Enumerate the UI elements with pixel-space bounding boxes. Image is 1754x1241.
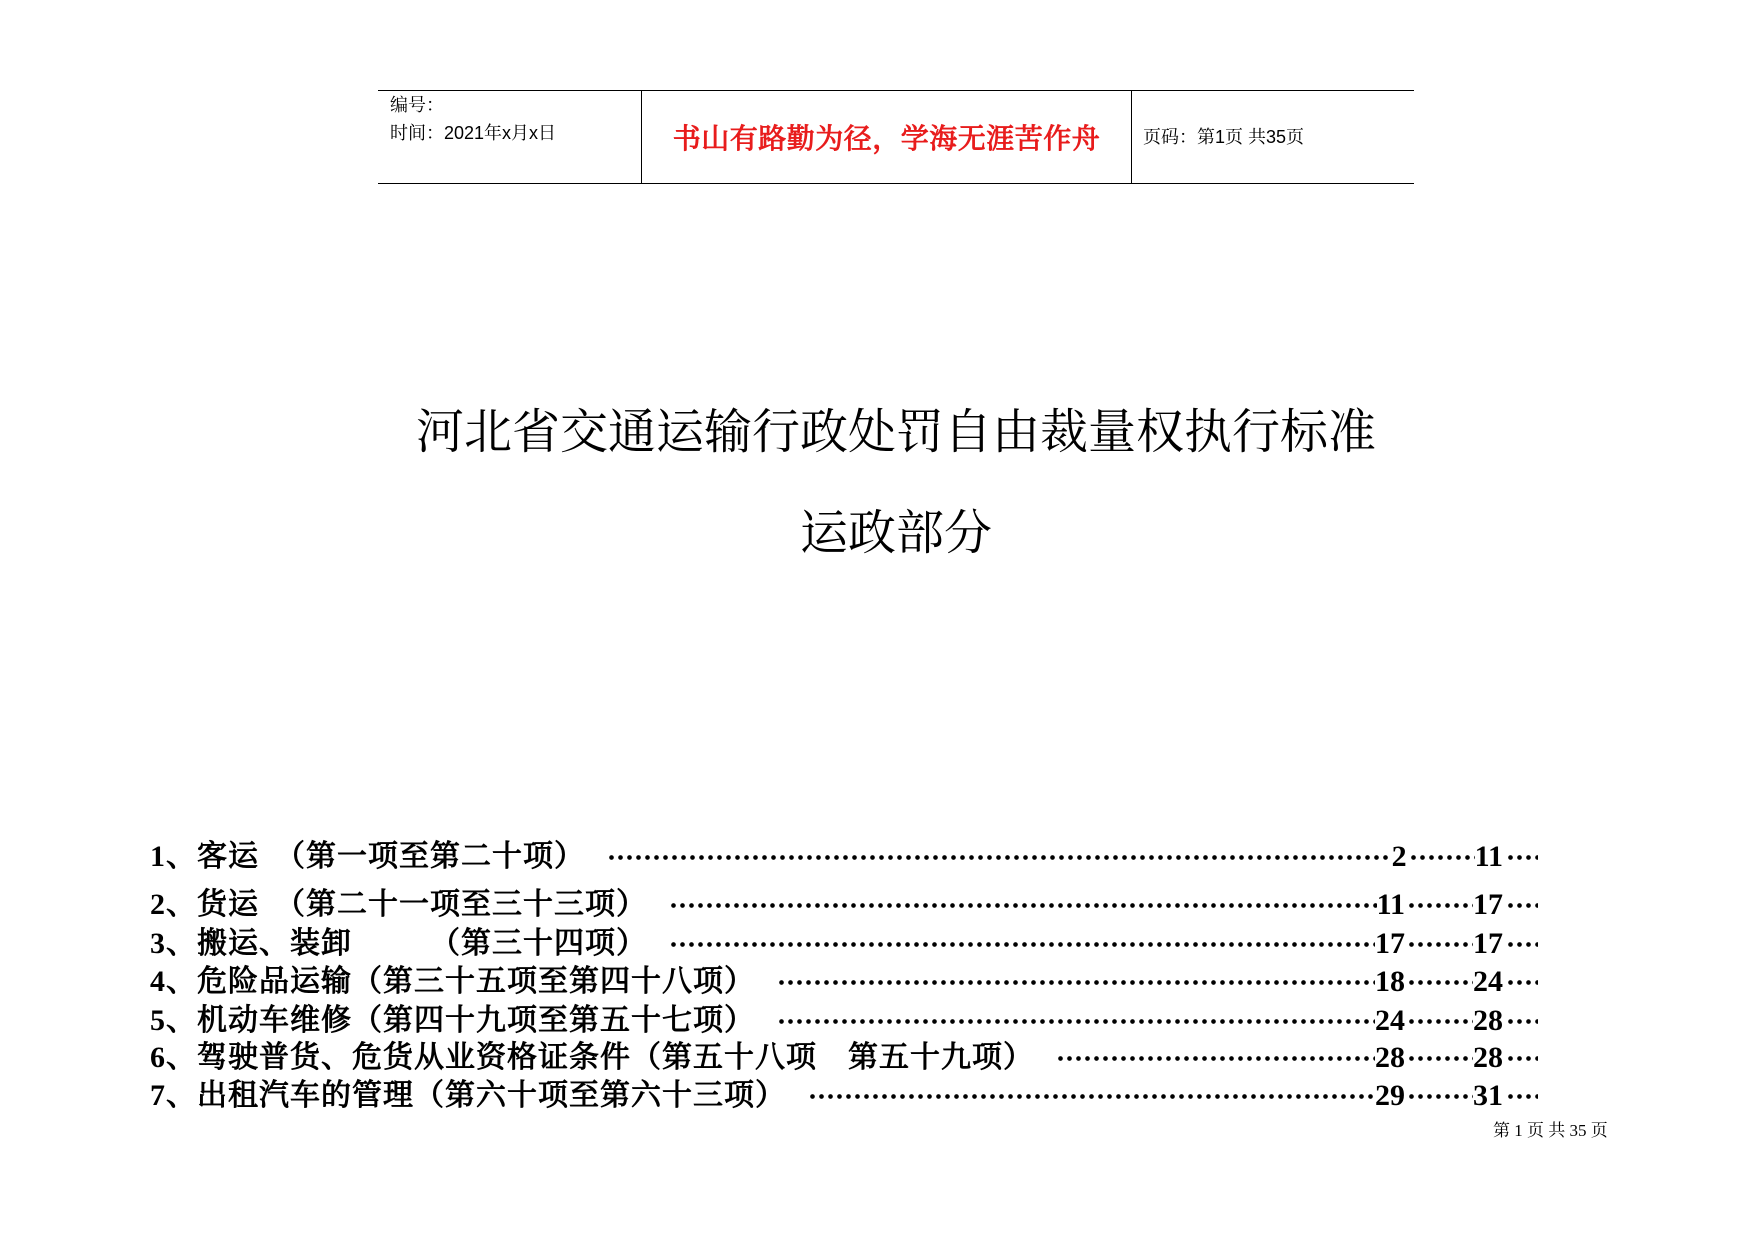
toc-range-dots [1409, 839, 1475, 875]
toc-label: 4、危险品运输（第三十五项至第四十八项） [150, 965, 755, 998]
toc-leader [669, 887, 1377, 923]
toc-item-1 [150, 839, 1538, 875]
toc-leader [777, 964, 1375, 1000]
toc-end-page: 24 [1473, 965, 1503, 998]
header-cell-right [1132, 91, 1414, 183]
toc-item-2 [150, 887, 1538, 923]
toc-end-page: 28 [1473, 1004, 1503, 1037]
toc-label: 3、搬运、装卸 （第三十四项） [150, 927, 647, 960]
toc-start-page: 11 [1376, 888, 1405, 921]
toc-trailing-dots [1506, 1040, 1538, 1076]
toc-start-page: 29 [1375, 1079, 1405, 1112]
toc-item-3 [150, 926, 1538, 962]
toc-end-page: 17 [1473, 888, 1503, 921]
toc-leader [777, 1003, 1375, 1039]
toc-trailing-dots [1506, 926, 1538, 962]
toc-end-page: 17 [1473, 927, 1503, 960]
toc-item-4 [150, 964, 1538, 1000]
page-footer: 第 1 页 共 35 页 [1493, 1121, 1608, 1140]
serial-label: 编号： [390, 95, 444, 115]
document-title: 河北省交通运输行政处罚自由裁量权执行标准 [415, 406, 1376, 459]
toc-end-page: 11 [1474, 840, 1503, 873]
toc-range-dots [1407, 926, 1473, 962]
toc-range-dots [1407, 1078, 1473, 1114]
toc-trailing-dots [1506, 887, 1538, 923]
toc-item-5 [150, 1003, 1538, 1039]
toc-leader [808, 1078, 1375, 1114]
toc-trailing-dots [1506, 839, 1538, 875]
toc-range-dots [1407, 887, 1473, 923]
toc-range-dots [1407, 1003, 1473, 1039]
header-table [378, 90, 1414, 184]
toc-end-page: 28 [1473, 1041, 1503, 1074]
toc-label: 2、货运 （第二十一项至三十三项） [150, 888, 647, 921]
toc-label: 7、出租汽车的管理（第六十项至第六十三项） [150, 1079, 786, 1112]
toc-start-page: 24 [1375, 1004, 1405, 1037]
toc-label: 5、机动车维修（第四十九项至第五十七项） [150, 1004, 755, 1037]
toc-item-7 [150, 1078, 1538, 1114]
header-cell-middle [642, 91, 1132, 183]
toc-trailing-dots [1506, 1078, 1538, 1114]
toc-end-page: 31 [1473, 1079, 1503, 1112]
toc-trailing-dots [1506, 964, 1538, 1000]
toc-item-6 [150, 1040, 1538, 1076]
toc-leader [669, 926, 1375, 962]
toc-label: 1、客运 （第一项至第二十项） [150, 840, 585, 873]
toc-leader [607, 839, 1392, 875]
toc-start-page: 28 [1375, 1041, 1405, 1074]
toc-range-dots [1407, 964, 1473, 1000]
toc-label: 6、驾驶普货、危货从业资格证条件（第五十八项 第五十九项） [150, 1041, 1034, 1074]
motto: 书山有路勤为径，学海无涯苦作舟 [672, 124, 1101, 155]
toc-leader [1056, 1040, 1375, 1076]
toc-start-page: 2 [1391, 840, 1407, 873]
toc-trailing-dots [1506, 1003, 1538, 1039]
toc-start-page: 18 [1375, 965, 1405, 998]
toc-start-page: 17 [1375, 927, 1405, 960]
header-cell-left [378, 91, 642, 183]
toc-range-dots [1407, 1040, 1473, 1076]
date-label: 时间：2021年x月x日 [390, 123, 557, 143]
document-subtitle: 运政部分 [799, 507, 992, 560]
page-info: 页码：第1页 共35页 [1143, 127, 1305, 147]
